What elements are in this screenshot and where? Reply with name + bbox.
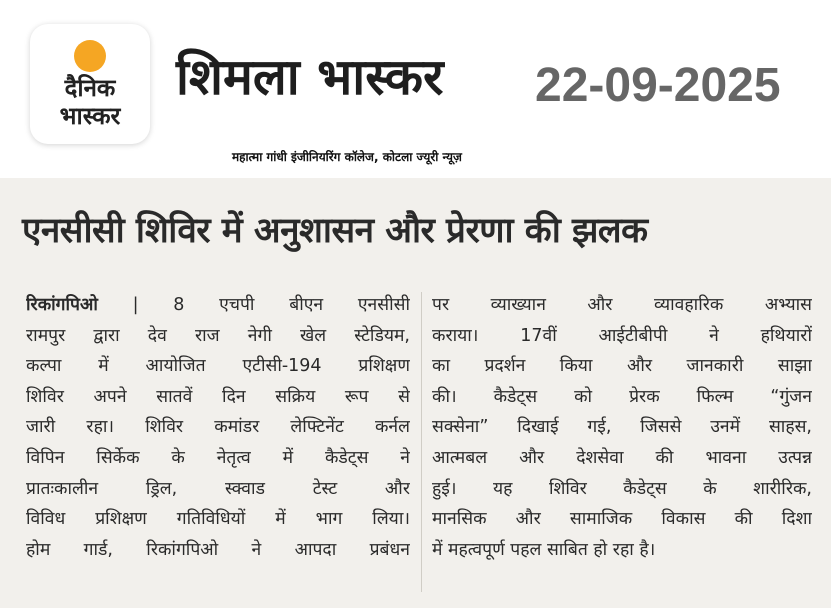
article-line: जारी रहा। शिविर कमांडर लेफ्टिनेंट कर्नल bbox=[26, 417, 410, 438]
article-dateline: रिकांगपिओ bbox=[26, 295, 98, 315]
article-line: हुई। यह शिविर कैडेट्स के शारीरिक, bbox=[432, 478, 812, 499]
article-column-right bbox=[432, 290, 812, 565]
article-line-text: 8 एचपी बीएन एनसीसी bbox=[173, 295, 410, 315]
article-line: की। कैडेट्स को प्रेरक फिल्म “गुंजन bbox=[432, 386, 812, 407]
page-header bbox=[0, 0, 831, 178]
article-line: पर व्याख्यान और व्यावहारिक अभ्यास bbox=[432, 295, 812, 315]
source-caption: महात्मा गांधी इंजीनियरिंग कॉलेज, कोटला ज्यूरी न्यूज़ bbox=[232, 150, 462, 164]
article-line: का प्रदर्शन किया और जानकारी साझा bbox=[432, 356, 812, 377]
article-column-left bbox=[26, 290, 410, 565]
dainik-bhaskar-logo bbox=[30, 24, 150, 144]
dateline-divider: | bbox=[97, 295, 174, 315]
article-line: प्रातःकालीन ड्रिल, स्क्वाड टेस्ट और bbox=[26, 478, 410, 499]
article-line: विपिन सिर्केक के नेतृत्व में कैडेट्स ने bbox=[26, 447, 410, 468]
article-line: होम गार्ड, रिकांगपिओ ने आपदा प्रबंधन bbox=[26, 539, 410, 560]
logo-text-line1: दैनिक bbox=[64, 74, 116, 102]
sun-icon bbox=[74, 40, 106, 72]
article-line: आत्मबल और देशसेवा की भावना उत्पन्न bbox=[432, 447, 812, 468]
masthead-title: शिमला भास्कर bbox=[176, 48, 444, 106]
edition-date: 22-09-2025 bbox=[535, 59, 781, 112]
article-line: कल्पा में आयोजित एटीसी-194 प्रशिक्षण bbox=[26, 356, 410, 377]
article-headline: एनसीसी शिविर में अनुशासन और प्रेरणा की झलक bbox=[22, 211, 648, 251]
article-line bbox=[26, 290, 410, 321]
article-line: सक्सेना” दिखाई गई, जिससे उनमें साहस, bbox=[432, 417, 812, 438]
article-line: विविध प्रशिक्षण गतिविधियों में भाग लिया। bbox=[26, 509, 410, 530]
article-line: कराया। 17वीं आईटीबीपी ने हथियारों bbox=[432, 325, 812, 346]
article-line: रामपुर द्वारा देव राज नेगी खेल स्टेडियम, bbox=[26, 325, 410, 346]
column-divider bbox=[421, 292, 422, 592]
article-line: शिविर अपने सातवें दिन सक्रिय रूप से bbox=[26, 386, 410, 407]
article-line: मानसिक और सामाजिक विकास की दिशा bbox=[432, 509, 812, 530]
article-line: में महत्वपूर्ण पहल साबित हो रहा है। bbox=[432, 539, 656, 560]
logo-text-line2: भास्कर bbox=[59, 102, 121, 130]
